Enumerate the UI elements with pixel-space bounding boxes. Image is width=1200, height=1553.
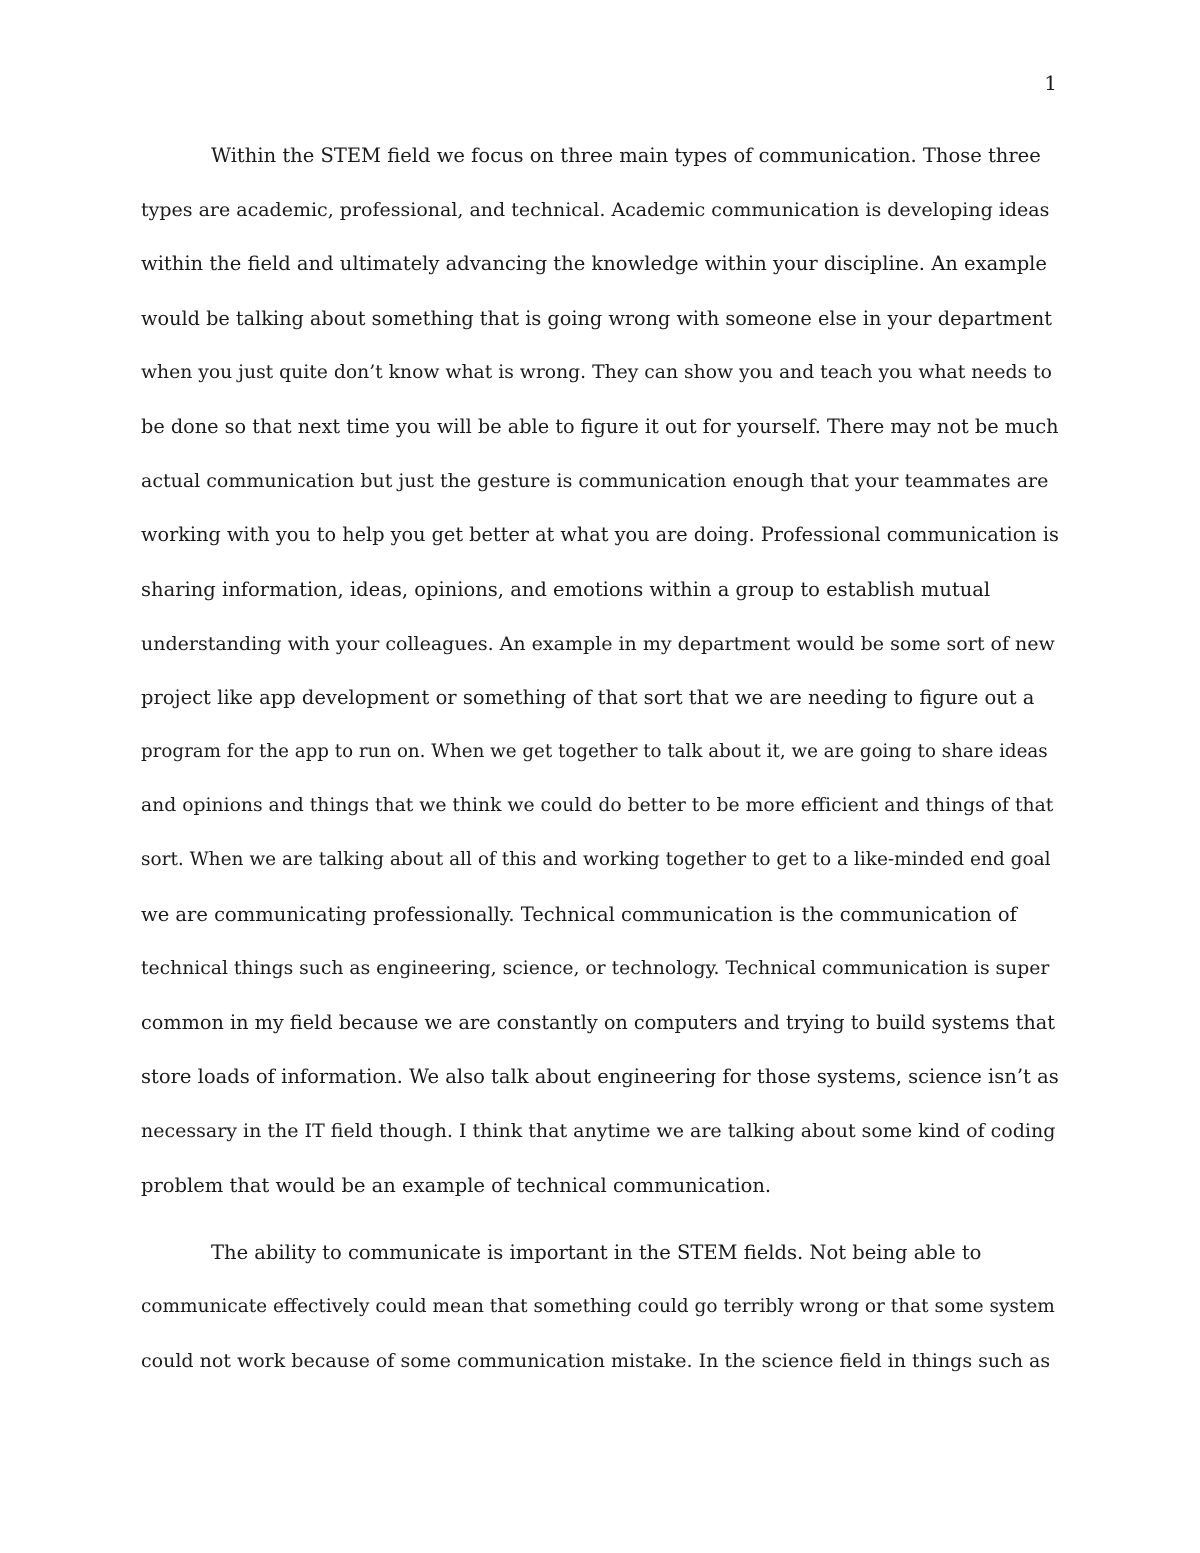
text-line: communicate effectively could mean that something could go terribly wrong or that some system [141,1296,1055,1318]
text-line: be done so that next time you will be able to figure it out for yourself. There may not be much [141,414,1059,438]
text-line: problem that would be an example of technical communication. [141,1173,772,1197]
text-line: when you just quite don’t know what is wrong. They can show you and teach you what needs to [141,361,1052,383]
text-line: understanding with your colleagues. An example in my department would be some sort of new [141,632,1055,655]
text-line: The ability to communicate is important in the STEM fields. Not being able to [211,1241,982,1264]
text-line: common in my field because we are constantly on computers and trying to build systems that [141,1011,1055,1034]
text-line: actual communication but just the gesture is communication enough that your teammates are [141,470,1049,493]
text-line: project like app development or something of that sort that we are needing to figure out a [141,685,1035,709]
text-line: sharing information, ideas, opinions, and emotions within a group to establish mutual [141,577,991,601]
text-line: necessary in the IT field though. I think that anytime we are talking about some kind of coding [141,1120,1056,1143]
text-line: Within the STEM field we focus on three main types of communication. Those three [211,144,1041,167]
text-line: and opinions and things that we think we could do better to be more efficient and things of that [141,795,1054,817]
text-line: would be talking about something that is going wrong with someone else in your department [141,306,1052,330]
text-line: sort. When we are talking about all of this and working together to get to a like-minded end goal [141,849,1051,871]
paragraph-communication-importance [141,1240,1059,1403]
page-number: 1 [1044,71,1057,95]
text-line: technical things such as engineering, science, or technology. Technical communication is super [141,957,1050,979]
paragraph-stem-communication-types [141,143,1059,1227]
text-line: store loads of information. We also talk about engineering for those systems, science isn’t as [141,1065,1059,1089]
text-line: types are academic, professional, and technical. Academic communication is developing ideas [141,199,1050,222]
text-line: working with you to help you get better at what you are doing. Professional communication is [141,523,1059,547]
text-line: program for the app to run on. When we get together to talk about it, we are going to share ideas [141,741,1048,763]
text-line: within the field and ultimately advancing the knowledge within your discipline. An example [141,252,1047,276]
text-line: could not work because of some communication mistake. In the science field in things such as [141,1350,1051,1373]
text-line: we are communicating professionally. Technical communication is the communication of [141,902,1017,926]
